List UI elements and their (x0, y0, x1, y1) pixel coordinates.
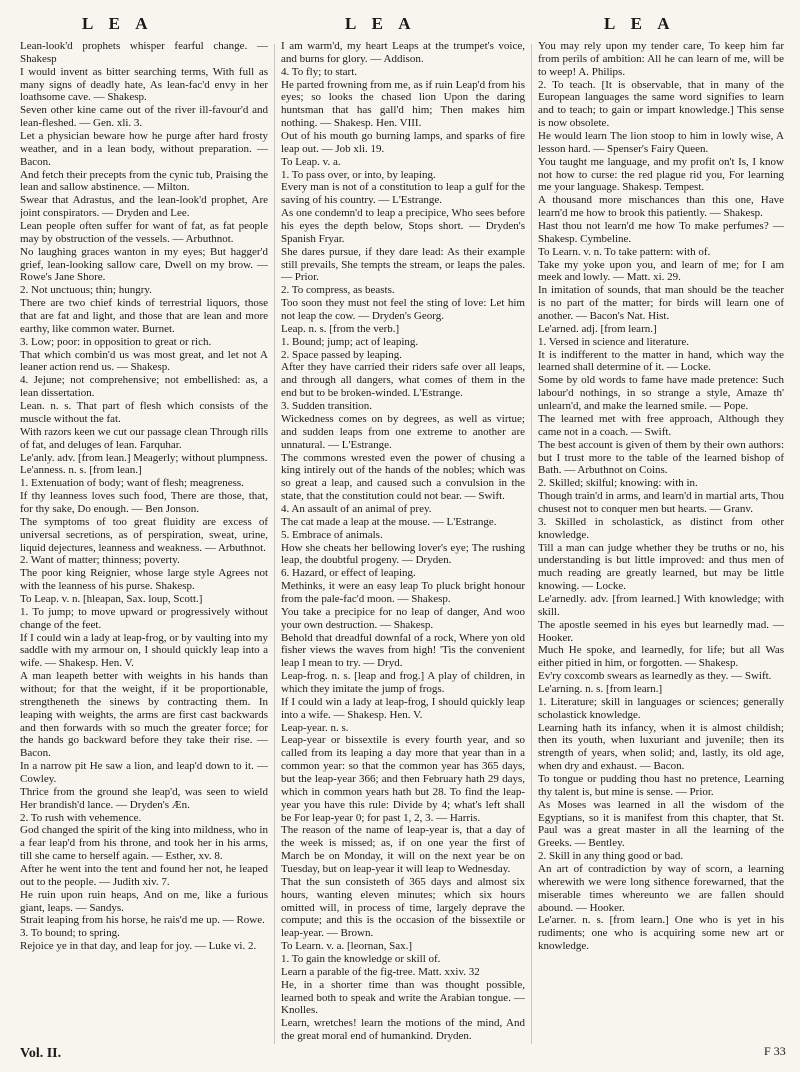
dictionary-entry-text: As Moses was learned in all the wisdom of the Egyptians, so it is manifest from this chapter, that St. Paul was a great master in all the learning of the Greeks. — Bentley. (538, 798, 784, 850)
signature-mark: F (764, 1044, 771, 1058)
dictionary-entry-text: 2. Want of matter; thinness; poverty. (20, 554, 180, 567)
dictionary-entry-text: Much He spoke, and learnedly, for life; but all Was either pitied in him, or forgotten. — Shakesp. (538, 644, 784, 670)
dictionary-entry-text: The commons wrested even the power of chusing a king intirely out of the hands of the nobles; which was so great a leap, and caused such a convulsion in the state, that the constitution could not bear. — Swift. (281, 451, 525, 503)
dictionary-entry-text: Le'arned. adj. [from learn.] (538, 322, 657, 335)
dictionary-entry-text: 3. Low; poor: in opposition to great or rich. (20, 335, 212, 348)
dictionary-entry-text: Behold that dreadful downfal of a rock, Where yon old fisher views the waves from high! 'Tis the convenient leap I mean to try. — Dryd. (281, 631, 525, 670)
dictionary-entry-text: There are two chief kinds of terrestrial liquors, those that are fat and light, and those that are lean and more earthy, like common water. Burnet. (20, 297, 268, 335)
dictionary-entry-text: Hast thou not learn'd me how To make perfumes? — Shakesp. Cymbeline. (538, 220, 784, 245)
dictionary-entry-text: Le'anness. n. s. [from lean.] (20, 464, 142, 477)
dictionary-entry-text: As one condemn'd to leap a precipice, Who sees before his eyes the depth below, Stops short. — Dryden's Spanish Fryar. (281, 207, 525, 245)
dictionary-entry-text: 1. To jump; to move upward or progressively without change of the feet. (20, 605, 268, 631)
dictionary-entry-text: Leap-year. n. s. (281, 721, 349, 734)
dictionary-entry-text: I am warm'd, my heart Leaps at the trumpet's voice, and burns for glory. — Addison. (281, 40, 525, 65)
dictionary-entry-text: If I could win a lady at leap-frog, I should quickly leap into a wife. — Shakesp. Hen. V. (281, 695, 525, 721)
dictionary-entry-text: 4. Jejune; not comprehensive; not embellished: as, a lean dissertation. (20, 374, 268, 400)
dictionary-entry-text: With razors keen we cut our passage clean Through rills of fat, and deluges of lean. Farquhar. (20, 425, 268, 451)
volume-label: Vol. II. (20, 1046, 62, 1061)
dictionary-entry-text: 6. Hazard, or effect of leaping. (281, 567, 416, 580)
dictionary-entry-text: Rejoice ye in that day, and leap for joy. — Luke vi. 2. (20, 940, 257, 953)
dictionary-entry-text: And fetch their precepts from the cynic tub, Praising the lean and sallow abstinence. — Milton. (20, 168, 268, 194)
dictionary-entry-text: Le'arnedly. adv. [from learned.] With knowledge; with skill. (538, 592, 784, 618)
dictionary-entry-text: Swear that Adrastus, and the lean-look'd prophet, Are joint conspirators. — Dryden and Lee. (20, 194, 268, 220)
dictionary-entry-text: Strait leaping from his horse, he rais'd me up. — Rowe. (20, 914, 265, 927)
dictionary-entry-text: You take a precipice for no leap of danger, And woo your own destruction. — Shakesp. (281, 605, 525, 631)
dictionary-entry-text: I would invent as bitter searching terms, With full as many signs of deadly hate, As lean-fac'd envy in her loathsome cave. — Shakesp. (20, 65, 268, 104)
dictionary-entry-text: 2. Skill in any thing good or bad. (538, 850, 684, 863)
dictionary-entry-text: Lean people often suffer for want of fat, as fat people may by obstruction of the vessels. — Arbuthnot. (20, 220, 268, 245)
dictionary-entry-text: 2. To compress, as beasts. (281, 284, 395, 297)
dictionary-entry-text: Take my yoke upon you, and learn of me; for I am meek and lowly. — Matt. xi. 29. (538, 258, 784, 284)
dictionary-entry-text: It is indifferent to the matter in hand, which way the learned shall determine of it. — Locke. (538, 348, 784, 374)
dictionary-entry-text: The best account is given of them by their own authors: but I trust more to the table of the learned bishop of Bath. — Arbuthnot on Coins. (538, 438, 784, 477)
dictionary-entry-text: Leap. n. s. [from the verb.] (281, 322, 400, 335)
dictionary-entry-text: Out of his mouth go burning lamps, and sparks of fire leap out. — Job xli. 19. (281, 130, 525, 155)
dictionary-entry-text: That which combin'd us was most great, and let not A leaner action rend us. — Shakesp. (20, 348, 268, 374)
dictionary-entry-text: Learning hath its infancy, when it is almost childish; then its youth, when luxuriant and juvenile; then its strength of years, when solid; and, lastly, its old age, when dry and exhaust. — Bacon. (538, 721, 784, 773)
dictionary-entry-text: You may rely upon my tender care, To keep him far from perils of ambition: All he can learn of me, will be to weep! A. Philips. (538, 40, 784, 78)
dictionary-entry-text: That the sun consisteth of 365 days and almost six hours, wanting eleven minutes; which six hours omitted will, in process of time, largely deprave the compute; and this is the occasion of the bissextile or leap-year. — Brown. (281, 875, 525, 940)
dictionary-entry-text: 1. Versed in science and literature. (538, 335, 689, 348)
page-folio (764, 1044, 786, 1059)
dictionary-entry-text: Methinks, it were an easy leap To pluck bright honour from the pale-fac'd moon. — Shakesp. (281, 580, 525, 605)
dictionary-entry-text: How she cheats her bellowing lover's eye; The rushing leap, the doubtful progeny. — Dryden. (281, 541, 525, 567)
dictionary-entry-text: You taught me language, and my profit on't Is, I know not how to curse: the red plague rid you, For learning me your language. Shakesp. Tempest. (538, 155, 784, 194)
dictionary-entry-text: To tongue or pudding thou hast no pretence, Learning thy talent is, but mine is sense. — Prior. (538, 772, 784, 798)
dictionary-entry-text: If thy leanness loves such food, There are those, that, for thy sake, Do enough. — Ben Jonson. (20, 490, 268, 515)
dictionary-entry-text: Thrice from the ground she leap'd, was seen to wield Her brandish'd lance. — Dryden's Æn. (20, 785, 268, 811)
dictionary-entry-text: Wickedness comes on by degrees, as well as virtue; and sudden leaps from one extreme to another are unnatural. — L'Estrange. (281, 412, 525, 451)
dictionary-entry-text: God changed the spirit of the king into mildness, who in a fear leap'd from his throne, and took her in his arms, till she came to herself again. — Esther, xv. 8. (20, 824, 268, 863)
dictionary-entry-text: Leap-frog. n. s. [leap and frog.] A play of children, in which they imitate the jump of frogs. (281, 670, 525, 695)
column-divider (274, 44, 275, 1044)
dictionary-entry-text: Every man is not of a constitution to leap a gulf for the saving of his country. — L'Estrange. (281, 181, 525, 207)
dictionary-entry-text: The cat made a leap at the mouse. — L'Estrange. (281, 515, 497, 528)
dictionary-entry-text: The poor king Reignier, whose large style Agrees not with the leanness of his purse. Shakesp. (20, 567, 268, 593)
dictionary-entry-text: After he went into the tent and found her not, he leaped out to the people. — Judith xiv. 7. (20, 863, 268, 888)
dictionary-entry-text: Le'arner. n. s. [from learn.] One who is yet in his rudiments; one who is acquiring some new art or knowledge. (538, 914, 784, 953)
dictionary-entry-text: Seven other kine came out of the river ill-favour'd and lean-fleshed. — Gen. xli. 3. (20, 104, 268, 130)
dictionary-entry-text: 1. Extenuation of body; want of flesh; meagreness. (20, 477, 244, 490)
dictionary-entry-text: Lean-look'd prophets whisper fearful change. — Shakesp (20, 40, 268, 65)
dictionary-entry-text: 1. Bound; jump; act of leaping. (281, 335, 419, 348)
dictionary-entry-text: Learn, wretches! learn the motions of the mind, And the great moral end of humankind. Dryden. (281, 1017, 525, 1043)
dictionary-entry-text: 1. To pass over, or into, by leaping. (281, 168, 436, 181)
dictionary-entry-text: 3. To bound; to spring. (20, 927, 120, 940)
dictionary-entry-text: To Learn. v. a. [leornan, Sax.] (281, 940, 413, 953)
running-head-left: L E A (82, 14, 154, 33)
dictionary-entry-text: Till a man can judge whether they be truths or no, his understanding is but little improved: and thus men of much reading are greatly learned, but may be little knowing. — Locke. (538, 541, 784, 593)
dictionary-entry-text: Ev'ry coxcomb swears as learnedly as they. — Swift. (538, 670, 772, 683)
dictionary-entry-text: 1. Literature; skill in languages or sciences; generally scholastick knowledge. (538, 695, 784, 721)
running-head (0, 14, 800, 36)
column-middle (281, 40, 525, 1050)
page-number: 33 (773, 1044, 786, 1058)
dictionary-entry-text: 3. Skilled in scholastick, as distinct from other knowledge. (538, 515, 784, 541)
dictionary-entry-text: In a narrow pit He saw a lion, and leap'd down to it. — Cowley. (20, 760, 268, 785)
dictionary-entry-text: The reason of the name of leap-year is, that a day of the week is missed; as, if on one year the first of March be on Monday, it will on the next year be on Tuesday, but on leap-year it will leap to Wednesday. (281, 824, 525, 875)
dictionary-entry-text: Le'anly. adv. [from lean.] Meagerly; without plumpness. (20, 451, 268, 464)
dictionary-entry-text: She dares pursue, if they dare lead: As their example still prevails, She tempts the stream, or leaps the pales. — Prior. (281, 245, 525, 284)
dictionary-entry-text: Some by old words to fame have made pretence: Such labour'd nothings, in so strange a style, Amaze th' unlearn'd, and make the learned smile. — Pope. (538, 374, 784, 413)
dictionary-entry-text: 3. Sudden transition. (281, 400, 373, 413)
dictionary-entry-text: Lean. n. s. That part of flesh which consists of the muscle without the fat. (20, 400, 268, 425)
dictionary-entry-text: 1. To gain the knowledge or skill of. (281, 953, 441, 966)
dictionary-entry-text: If I could win a lady at leap-frog, or by vaulting into my saddle with my armour on, I should quickly leap into a wife. — Shakesp. Hen. V. (20, 631, 268, 670)
dictionary-entry-text: He would learn The lion stoop to him in lowly wise, A lesson hard. — Spenser's Fairy Queen. (538, 130, 784, 155)
column-right (538, 40, 784, 1050)
running-head-right: L E A (604, 14, 676, 33)
column-left (20, 40, 268, 1050)
dictionary-entry-text: 2. Space passed by leaping. (281, 348, 402, 361)
dictionary-entry-text: 2. To teach. [It is observable, that in many of the European languages the same word signifies to learn and to teach; to gain or impart knowledge.] This sense is now obsolete. (538, 78, 784, 130)
dictionary-entry-text: Though train'd in arms, and learn'd in martial arts, Thou chusest not to conquer men but hearts. — Granv. (538, 490, 784, 515)
dictionary-entry-text: To Leap. v. n. [hleapan, Sax. loup, Scott.] (20, 592, 203, 605)
dictionary-entry-text: To Leap. v. a. (281, 155, 341, 168)
dictionary-entry-text: He ruin upon ruin heaps, And on me, like a furious giant, leaps. — Sandys. (20, 888, 268, 914)
dictionary-entry-text: 4. An assault of an animal of prey. (281, 502, 432, 515)
dictionary-entry-text: 2. To rush with vehemence. (20, 811, 142, 824)
dictionary-entry-text: After they have carried their riders safe over all leaps, and through all dangers, what comes of them in the end but to be broken-winded. L'Estrange. (281, 361, 525, 400)
column-divider (531, 44, 532, 1044)
dictionary-entry-text: Leap-year or bissextile is every fourth year, and so called from its leaping a day more that year than in a common year: so that the common year has 365 days, but the leap-year 366; and then February hath 29 days, which in common years hath but 28. To find the leap-year you have this rule: Divide by 4; what's left shall be For leap-year 0; for past 1, 2, 3. — Harris. (281, 734, 525, 824)
dictionary-entry-text: 5. Embrace of animals. (281, 528, 383, 541)
dictionary-entry-text: Learn a parable of the fig-tree. Matt. xxiv. 32 (281, 965, 480, 978)
dictionary-entry-text: The symptoms of too great fluidity are excess of universal secretions, as of perspiration, sweat, urine, liquid dejectures, leanness and weakness. — Arbuthnot. (20, 515, 268, 554)
dictionary-entry-text: The apostle seemed in his eyes but learnedly mad. — Hooker. (538, 618, 784, 644)
dictionary-entry-text: He, in a shorter time than was thought possible, learned both to speak and write the Arabian tongue. — Knolles. (281, 978, 525, 1017)
dictionary-entry-text: No laughing graces wanton in my eyes; But hagger'd grief, lean-looking sallow care, Dwell on my brow. — Rowe's Jane Shore. (20, 245, 268, 284)
dictionary-entry-text: Let a physician beware how he purge after hard frosty weather, and in a lean body, without preparation. — Bacon. (20, 130, 268, 168)
dictionary-entry-text: 2. Skilled; skilful; knowing: with in. (538, 477, 698, 490)
dictionary-entry-text: In imitation of sounds, that man should be the teacher is no part of the matter; for birds will learn one of another. — Bacon's Nat. Hist. (538, 284, 784, 323)
running-head-center: L E A (345, 14, 417, 33)
dictionary-entry-text: 4. To fly; to start. (281, 65, 358, 78)
dictionary-entry-text: A thousand more mischances than this one, Have learn'd me how to brook this patiently. — Shakesp. (538, 194, 784, 220)
dictionary-entry-text: Too soon they must not feel the sting of love: Let him not leap the cow. — Dryden's Georg. (281, 297, 525, 323)
dictionary-entry-text: A man leapeth better with weights in his hands than without; for that the weight, if it be proportionable, strengtheneth the sinews by contracting them. In leaping with weights, the arms are first cast backwards and then forwards with so much the greater force; for the hands go backward before they take their rise. — Bacon. (20, 670, 268, 760)
dictionary-entry-text: Le'arning. n. s. [from learn.] (538, 682, 663, 695)
dictionary-entry-text: The learned met with free approach, Although they came not in a coach. — Swift. (538, 412, 784, 438)
dictionary-entry-text: An art of contradiction by way of scorn, a learning wherewith we were long sithence forewarned, that the miserable times whereunto we are fallen should abound. — Hooker. (538, 863, 784, 914)
dictionary-entry-text: He parted frowning from me, as if ruin Leap'd from his eyes; so looks the chased lion Upon the daring huntsman that has gall'd him; Then makes him nothing. — Shakesp. Hen. VIII. (281, 78, 525, 130)
dictionary-entry-text: To Learn. v. n. To take pattern: with of. (538, 245, 711, 258)
dictionary-entry-text: 2. Not unctuous; thin; hungry. (20, 284, 152, 297)
